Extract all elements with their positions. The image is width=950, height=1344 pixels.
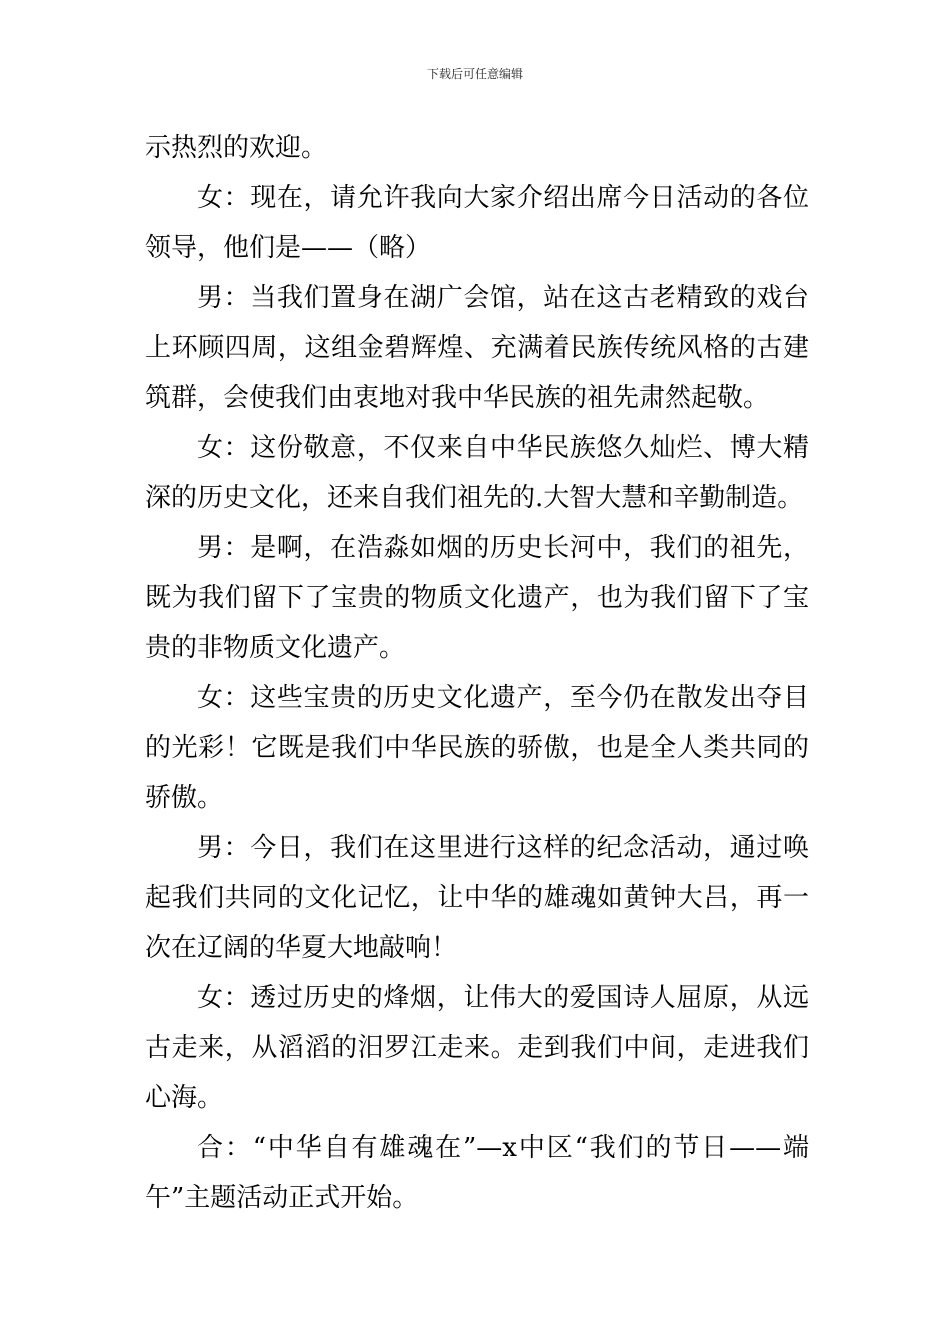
paragraph-male-heritage: 男：是啊，在浩淼如烟的历史长河中，我们的祖先，既为我们留下了宝贵的物质文化遗产，也为我们留下了宝贵的非物质文化遗产。 [145, 533, 809, 663]
paragraph-together-opening: 合：“中华自有雄魂在”—x中区“我们的节日——端午”主题活动正式开始。 [145, 1133, 809, 1213]
paragraph-male-huguang-hall: 男：当我们置身在湖广会馆，站在这古老精致的戏台上环顾四周，这组金碧辉煌、充满着民族传统风格的古建筑群，会使我们由衷地对我中华民族的祖先肃然起敬。 [145, 283, 809, 413]
paragraph-female-introduction: 女：现在，请允许我向大家介绍出席今日活动的各位领导，他们是——（略） [145, 183, 809, 263]
document-body [145, 123, 809, 1223]
paragraph-female-respect: 女：这份敬意，不仅来自中华民族悠久灿烂、博大精深的历史文化，还来自我们祖先的.大智大慧和辛勤制造。 [145, 433, 809, 513]
paragraph-female-pride: 女：这些宝贵的历史文化遗产，至今仍在散发出夺目的光彩！它既是我们中华民族的骄傲，也是全人类共同的骄傲。 [145, 683, 809, 813]
paragraph-female-quyuan: 女：透过历史的烽烟，让伟大的爱国诗人屈原，从远古走来，从滔滔的汨罗江走来。走到我们中间，走进我们心海。 [145, 983, 809, 1113]
paragraph-continuation: 示热烈的欢迎。 [145, 133, 328, 163]
page-header: 下载后可任意编辑 [426, 67, 523, 81]
paragraph-male-commemoration: 男：今日，我们在这里进行这样的纪念活动，通过唤起我们共同的文化记忆，让中华的雄魂如黄钟大吕，再一次在辽阔的华夏大地敲响！ [145, 833, 809, 963]
